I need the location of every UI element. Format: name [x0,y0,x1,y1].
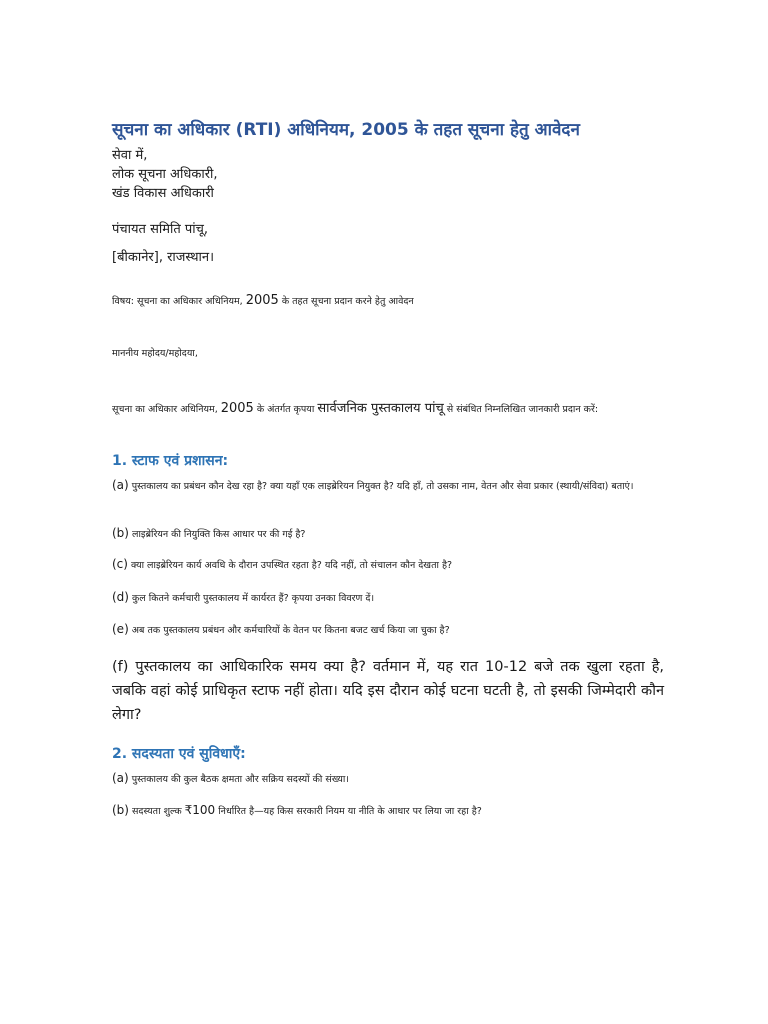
fee-amount: ₹100 [184,803,216,817]
question-text-pre: सदस्यता शुल्क [128,806,185,817]
question-text: पुस्तकालय का प्रबंधन कौन देख रहा है? क्या यहाँ एक लाइब्रेरियन नियुक्त है? यदि हाँ, तो उसका नाम, वेतन और सेवा प्रकार (स्थायी/संविदा) बताएं। [128,481,634,492]
question-text: क्या लाइब्रेरियन कार्य अवधि के दौरान उपस्थित रहता है? यदि नहीं, तो संचालन कौन देखता है? [127,560,453,571]
address-line-5: [बीकानेर], राजस्थान। [112,250,215,265]
question-label: (b) [112,526,129,540]
question-text: कुल कितने कर्मचारी पुस्तकालय में कार्यरत हैं? कृपया उनका विवरण दें। [128,593,375,604]
intro-year: 2005 [220,401,254,416]
intro-suffix: से संबंधित निम्नलिखित जानकारी प्रदान करें: [443,404,599,415]
intro-prefix: सूचना का अधिकार अधिनियम, [112,404,221,415]
address-line-4: पंचायत समिति पांचू, [112,222,209,237]
section1-question-e [112,622,652,638]
question-label: (a) [112,771,129,785]
intro-paragraph [112,398,598,416]
section1-question-a [112,478,652,494]
salutation: माननीय महोदय/महोदया, [112,348,198,359]
address-line-3: खंड विकास अधिकारी [112,186,214,201]
section1-question-b [112,526,652,542]
document-title: सूचना का अधिकार (RTI) अधिनियम, 2005 के तहत सूचना हेतु आवेदन [112,120,580,140]
question-label: (b) [112,803,129,817]
subject-line [112,293,414,308]
section2-question-a [112,771,652,787]
question-label: (e) [112,622,129,636]
section1-question-d [112,590,652,606]
question-label: (d) [112,590,129,604]
intro-library-name: सार्वजनिक पुस्तकालय पांचू [317,401,444,416]
subject-prefix: विषय: सूचना का अधिकार अधिनियम, [112,296,246,307]
question-text-post: निर्धारित है—यह किस सरकारी नियम या नीति के आधार पर लिया जा रहा है? [215,806,482,817]
section2-question-b [112,803,652,819]
address-line-2: लोक सूचना अधिकारी, [112,167,218,182]
question-label: (a) [112,478,129,492]
subject-suffix: के तहत सूचना प्रदान करने हेतु आवेदन [278,296,414,307]
section1-heading: 1. स्टाफ एवं प्रशासन: [112,453,229,469]
intro-middle: के अंतर्गत कृपया [253,404,318,415]
question-text: पुस्तकालय की कुल बैठक क्षमता और सक्रिय सदस्यों की संख्या। [128,774,349,785]
question-text: लाइब्रेरियन की नियुक्ति किस आधार पर की गई है? [128,529,306,540]
question-label: (c) [112,557,128,571]
section1-question-c [112,557,652,573]
subject-year: 2005 [245,293,279,308]
section1-question-f: (f) पुस्तकालय का आधिकारिक समय क्या है? वर्तमान में, यह रात 10-12 बजे तक खुला रहता है, जबकि वहां कोई प्राधिकृत स्टाफ नहीं होता। यदि इस दौरान कोई घटना घटती है, तो इसकी जिम्मेदारी कौन लेगा? [112,659,664,723]
section2-heading: 2. सदस्यता एवं सुविधाएँ: [112,746,246,762]
address-line-1: सेवा में, [112,148,148,163]
question-text: अब तक पुस्तकालय प्रबंधन और कर्मचारियों के वेतन पर कितना बजट खर्च किया जा चुका है? [128,625,450,636]
